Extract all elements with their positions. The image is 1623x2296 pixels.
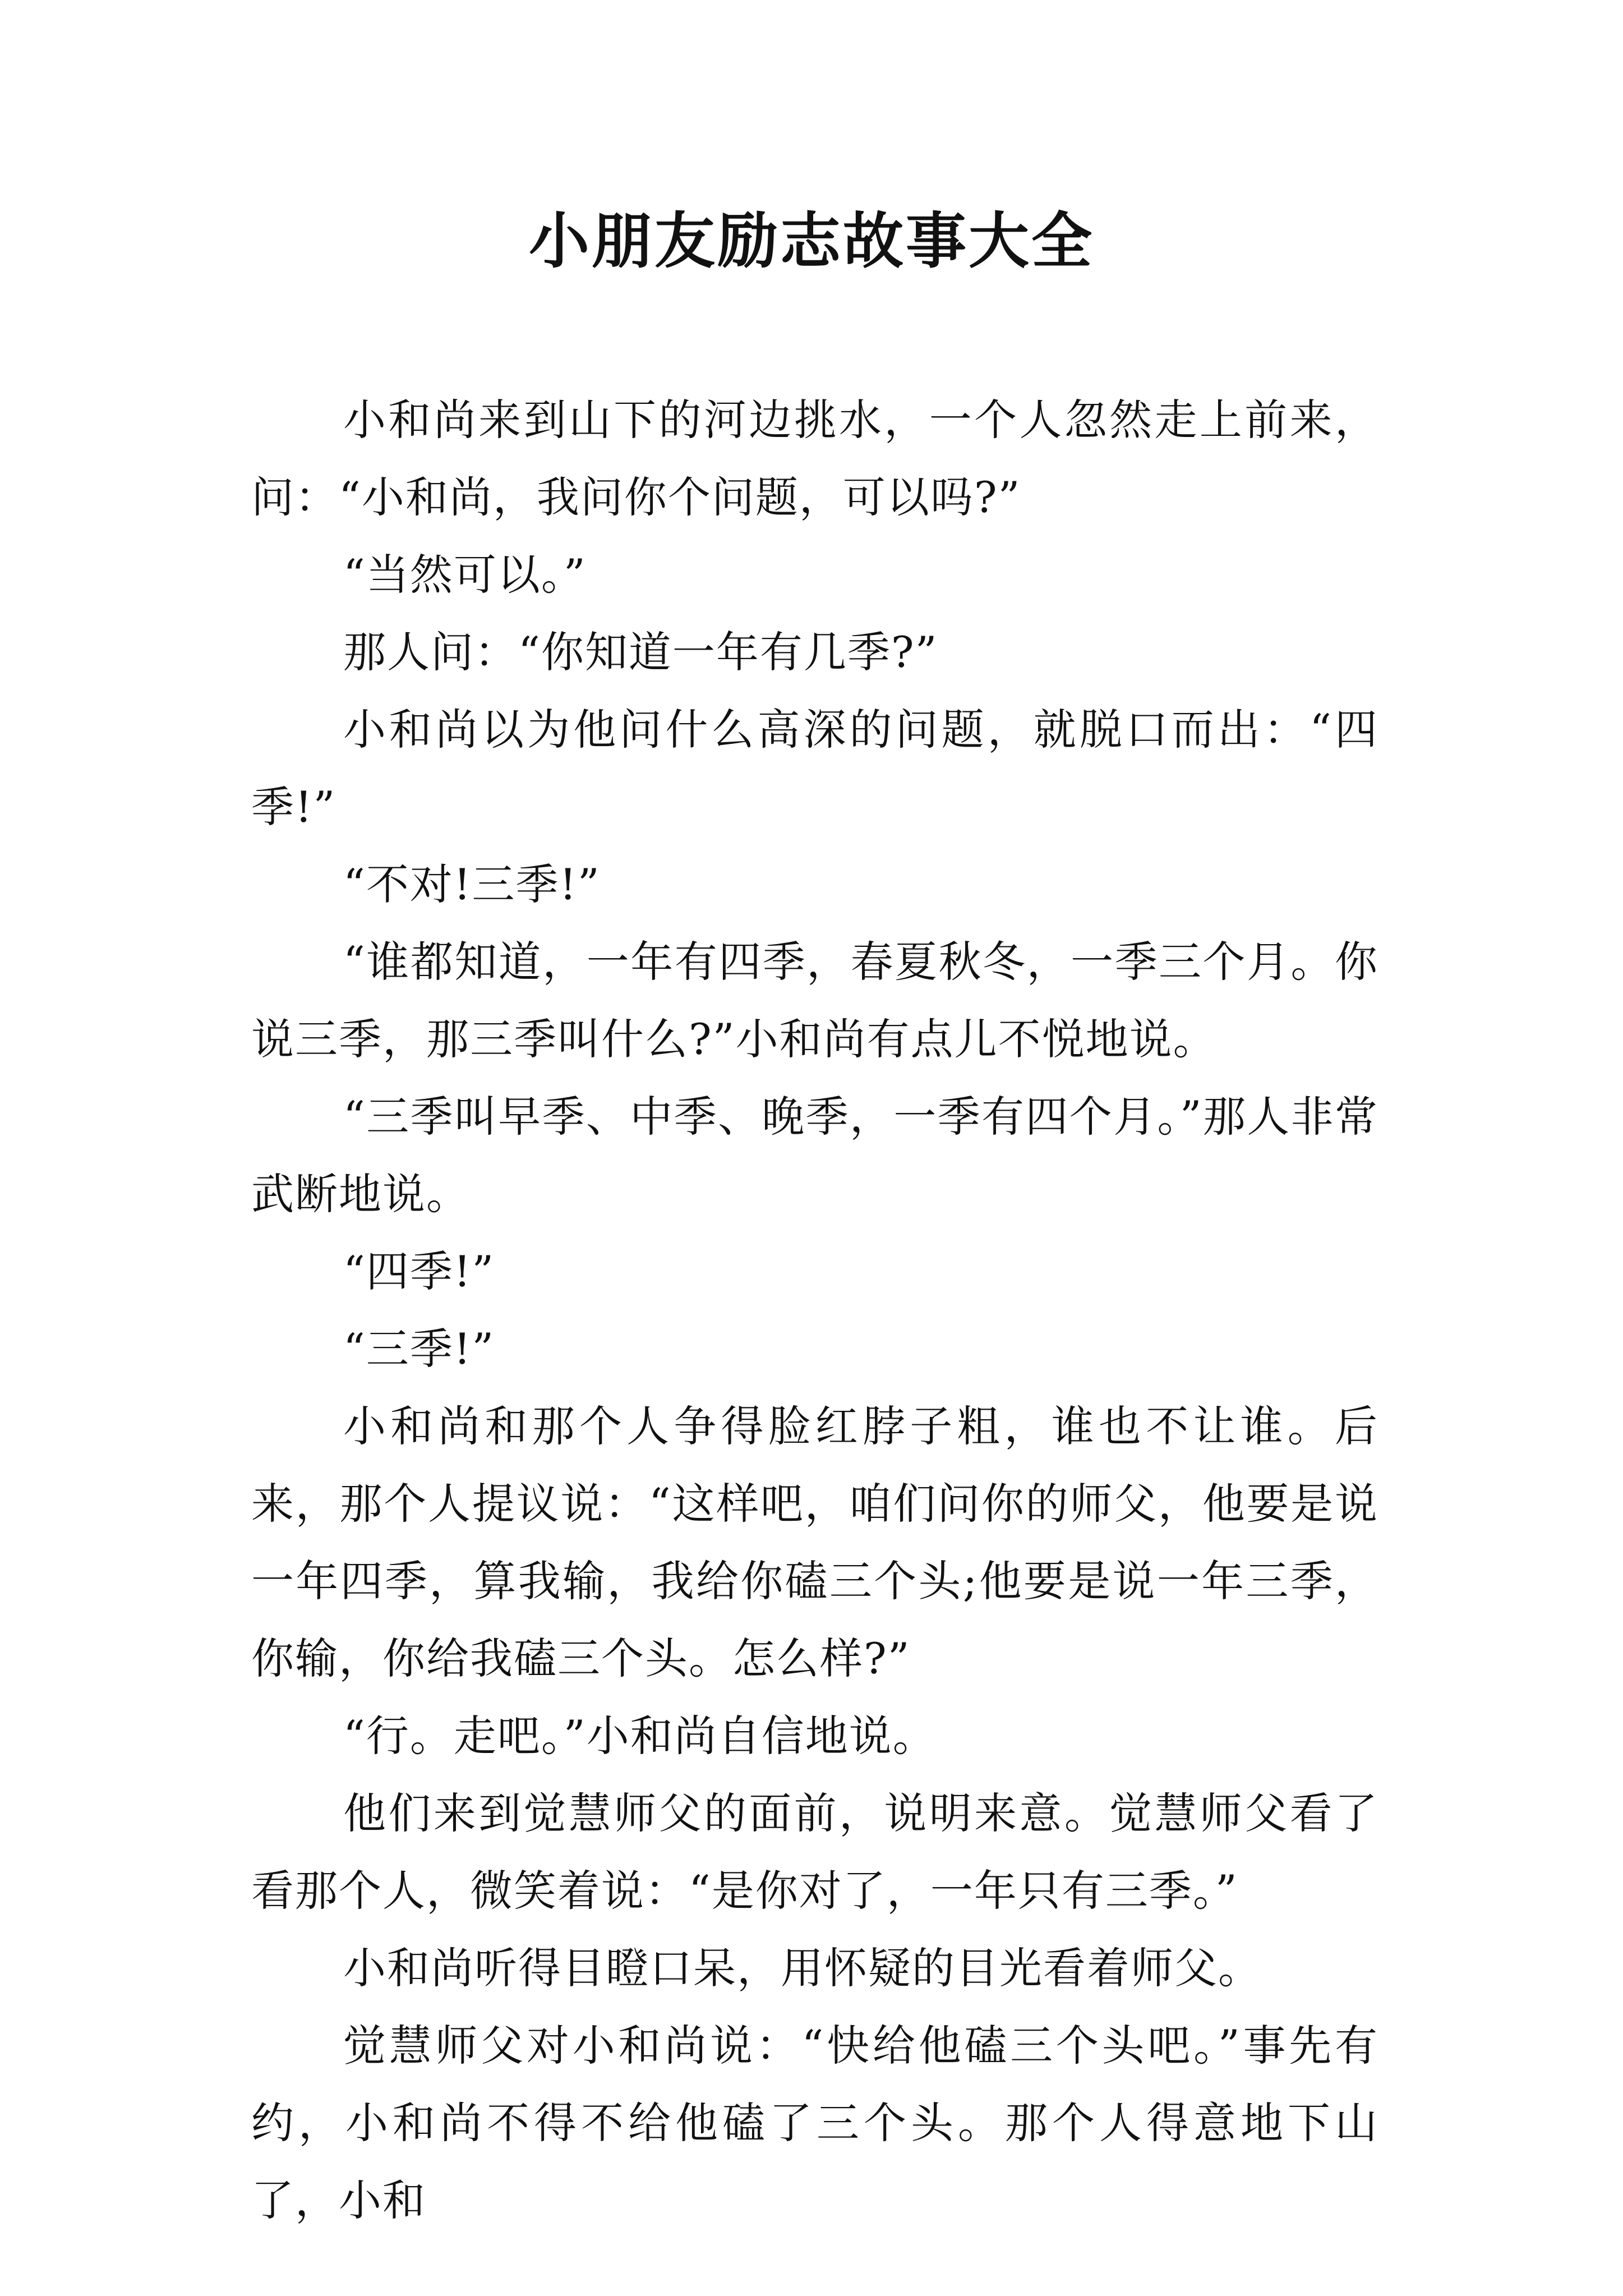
- paragraph: 小和尚来到山下的河边挑水，一个人忽然走上前来，问：“小和尚，我问你个问题，可以吗?”: [251, 395, 1378, 522]
- paragraph: 小和尚和那个人争得脸红脖子粗，谁也不让谁。后来，那个人提议说：“这样吧，咱们问你的师父，他要是说一年四季，算我输，我给你磕三个头;他要是说一年三季，你输，你给我磕三个头。怎么样?”: [251, 1401, 1378, 1683]
- paragraph: “当然可以。”: [343, 550, 587, 600]
- paragraph: 他们来到觉慧师父的面前，说明来意。觉慧师父看了看那个人，微笑着说：“是你对了，一年只有三季。”: [251, 1788, 1378, 1916]
- paragraph: “谁都知道，一年有四季，春夏秋冬，一季三个月。你说三季，那三季叫什么?”小和尚有点儿不悦地说。: [251, 937, 1378, 1064]
- paragraph: “三季!”: [343, 1324, 495, 1374]
- paragraph: “不对!三季!”: [343, 859, 601, 909]
- paragraph: 小和尚听得目瞪口呆，用怀疑的目光看着师父。: [343, 1943, 1262, 1993]
- paragraph: “四季!”: [343, 1246, 495, 1296]
- paragraph: 觉慧师父对小和尚说：“快给他磕三个头吧。”事先有约，小和尚不得不给他磕了三个头。那个人得意地下山了，小和: [251, 2021, 1378, 2225]
- document-body: [251, 381, 1378, 2239]
- paragraph: 那人问：“你知道一年有几季?”: [343, 627, 938, 677]
- paragraph: “行。走吧。”小和尚自信地说。: [343, 1711, 937, 1761]
- paragraph: 小和尚以为他问什么高深的问题，就脱口而出：“四季!”: [251, 705, 1378, 832]
- paragraph: “三季叫早季、中季、晚季，一季有四个月。”那人非常武断地说。: [251, 1092, 1378, 1219]
- document-title: 小朋友励志故事大全: [528, 206, 1094, 277]
